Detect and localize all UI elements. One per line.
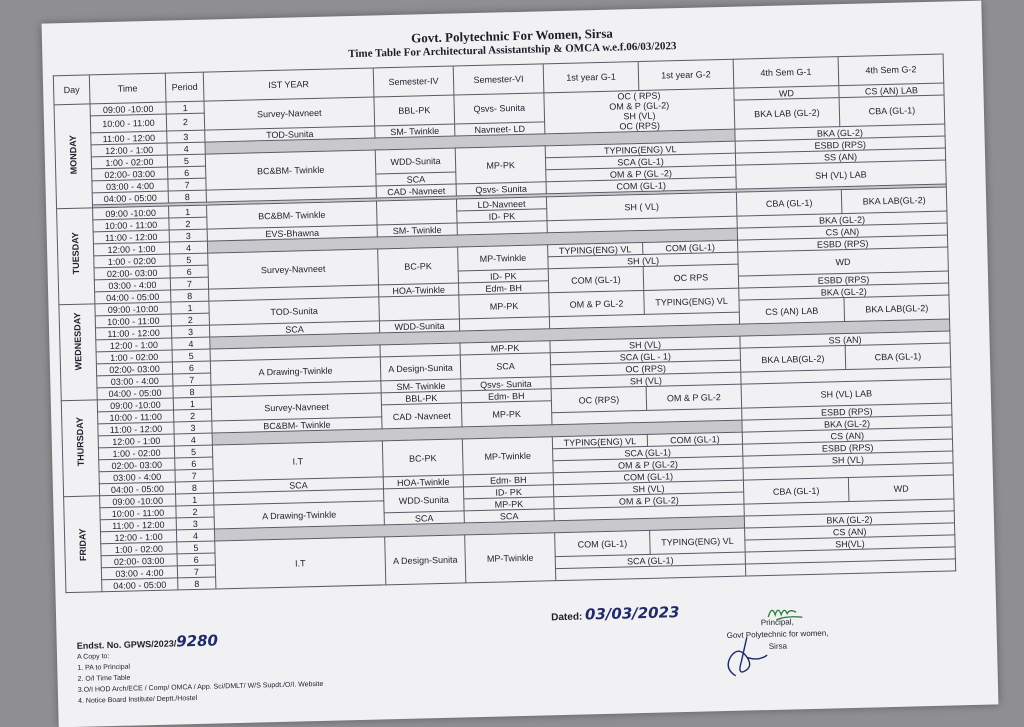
cell: BKA (GL-2) (739, 283, 949, 300)
day-monday: MONDAY (54, 104, 93, 209)
period-number: 2 (166, 113, 204, 131)
period-number: 5 (170, 253, 208, 266)
cell: TYPING(ENG) VL (552, 434, 647, 448)
copy-line: 4. Notice Board Institute/ Deptt./Hostel (78, 694, 198, 705)
cell: OC (RPS) (551, 386, 647, 412)
day-tuesday: TUESDAY (57, 208, 95, 305)
cell: MP-PK (461, 401, 552, 427)
cell: BC&BM- Twinkle (212, 417, 382, 433)
period-number: 6 (175, 457, 213, 470)
header-4th-sem-g2: 4th Sem G-2 (838, 54, 944, 86)
cell: COM (GL-1) (546, 177, 736, 194)
time-slot: 10:00 - 11:00 (95, 314, 171, 328)
cell: BKA LAB(GL-2) (740, 346, 846, 373)
period-number: 8 (173, 385, 211, 398)
cell: COM (GL-1) (647, 432, 742, 446)
time-slot: 02:00- 03:00 (96, 362, 172, 376)
time-slot: 10:00 - 11:00 (90, 114, 166, 133)
period-number: 4 (176, 529, 214, 542)
copy-line: A Copy to: (76, 653, 110, 661)
cell: TOD-Sunita (205, 126, 375, 142)
handwritten-endorsement-number: 9280 (175, 631, 219, 651)
time-slot: 10:00 - 11:00 (98, 410, 174, 424)
time-slot: 02:00- 03:00 (99, 458, 175, 472)
cell: SM- Twinkle (375, 124, 455, 138)
cell: COM (GL-1) (555, 530, 651, 556)
cell: BC-PK (378, 247, 459, 285)
time-slot: 1:00 - 02:00 (96, 350, 172, 364)
time-slot: 12:00 - 1:00 (100, 530, 176, 544)
cell: SH(VL) (745, 535, 955, 552)
cell: CS (AN) LAB (839, 83, 944, 98)
time-slot: 03:00 - 4:00 (94, 278, 170, 292)
time-slot: 11:00 - 12:00 (95, 326, 171, 340)
cell: COM (GL-1) (548, 266, 644, 292)
period-number: 4 (169, 241, 207, 254)
cell: BKA LAB (GL-2) (734, 98, 840, 130)
time-slot: 09:00 -10:00 (95, 302, 171, 316)
period-number: 7 (170, 277, 208, 290)
day-friday: FRIDAY (64, 496, 102, 593)
period-number: 5 (174, 445, 212, 458)
cell: Survey-Navneet (211, 393, 382, 421)
cell: OM & P (GL -2) (546, 165, 736, 182)
time-slot: 04:00 - 05:00 (92, 191, 168, 205)
cell: SH (VL) (551, 372, 741, 389)
period-number: 6 (177, 553, 215, 566)
cell: SH (VL) LAB (736, 160, 947, 189)
time-slot: 12:00 - 1:00 (96, 338, 172, 352)
cell: EVS-Bhawna (207, 225, 377, 241)
time-slot: 11:00 - 12:00 (91, 131, 167, 145)
cell: OM & P (GL-2) (554, 492, 744, 509)
cell: ESBD (RPS) (738, 271, 948, 288)
cell: A Design-Sunita (380, 355, 461, 381)
principal-line: Sirsa (768, 641, 788, 652)
endorsement-number: Endst. No. GPWS/2023/9280 (76, 631, 219, 651)
time-slot: 04:00 - 05:00 (102, 578, 178, 592)
cell: ID- PK (457, 209, 547, 223)
cell: SCA (GL-1) (553, 444, 743, 461)
header-day: Day (53, 75, 90, 105)
period-number: 2 (176, 505, 214, 518)
period-number: 8 (178, 577, 216, 590)
period-number: 5 (172, 349, 210, 362)
cell: ESBD (RPS) (742, 403, 952, 420)
cell: SM- Twinkle (377, 223, 457, 237)
time-slot: 10:00 - 11:00 (100, 506, 176, 520)
period-number: 1 (169, 205, 207, 218)
cell: WD (738, 247, 949, 276)
cell: SH ( VL) (546, 192, 737, 221)
cell: SCA (209, 321, 379, 337)
cell: ESBD (RPS) (738, 235, 948, 252)
cell: LD-Navneet (456, 197, 546, 211)
time-slot: 03:00 - 4:00 (101, 566, 177, 580)
period-number: 6 (172, 361, 210, 374)
cell: HOA-Twinkle (379, 283, 459, 297)
time-slot: 1:00 - 02:00 (101, 542, 177, 556)
cell: Survey-Navneet (204, 97, 375, 130)
header-sem-vi: Semester-VI (453, 64, 544, 95)
cell: SCA (384, 511, 464, 525)
header-period: Period (165, 72, 204, 102)
period-number: 6 (170, 265, 208, 278)
cell: Qsvs- Sunita (454, 93, 545, 124)
document-footer (76, 603, 976, 705)
cell: I.T (212, 441, 383, 481)
copy-line: 2. O/I Time Table (77, 674, 131, 683)
cell: Qsvs- Sunita (456, 182, 546, 196)
cell: SCA (GL-1) (555, 552, 745, 569)
dated-field: Dated: 03/03/2023 (551, 603, 680, 624)
cell: BC&BM- Twinkle (207, 201, 378, 229)
cell (376, 199, 457, 225)
cell: OM & P (GL-2) (553, 456, 743, 473)
cell: ESBD (RPS) (735, 136, 945, 153)
copy-line: 3.O/I HOD Arch/ECE / Comp/ OMCA / App. Sci/DMLT/ W/S Supdt./O/I. Website (77, 680, 324, 694)
cell: OC RPS (643, 264, 739, 290)
cell: CS (AN) (745, 523, 955, 540)
time-slot: 03:00 - 4:00 (92, 179, 168, 193)
cell: WDD-Sunita (379, 319, 459, 333)
cell: Edm- BH (461, 389, 551, 403)
cell: BKA (GL-2) (737, 211, 947, 228)
time-slot: 12:00 - 1:00 (91, 143, 167, 157)
cell: SCA (GL-1) (545, 153, 735, 170)
cell: SH (VL) (743, 451, 953, 468)
time-slot: 11:00 - 12:00 (93, 230, 169, 244)
period-number: 4 (174, 433, 212, 446)
cell: SS (AN) (735, 148, 945, 165)
period-number: 3 (171, 325, 209, 338)
period-number: 1 (171, 301, 209, 314)
period-number: 8 (168, 190, 206, 203)
cell: TYPING(ENG) VL (548, 242, 643, 256)
time-slot: 09:00 -10:00 (97, 398, 173, 412)
time-slot: 1:00 - 02:00 (94, 254, 170, 268)
cell: TYPING(ENG) VL (545, 141, 735, 158)
period-number: 4 (172, 337, 210, 350)
cell: SCA (376, 172, 456, 186)
period-number: 8 (175, 481, 213, 494)
handwritten-date: 03/03/2023 (584, 603, 680, 624)
cell: MP-PK (459, 293, 550, 319)
time-slot: 04:00 - 05:00 (95, 290, 171, 304)
period-number: 3 (169, 229, 207, 242)
cell: Qsvs- Sunita (461, 377, 551, 391)
cell: WD (848, 475, 954, 502)
cell: WDD-Sunita (375, 148, 456, 174)
cell: Navneet- LD (455, 122, 545, 136)
cell: SCA (464, 509, 554, 523)
time-slot: 02:00- 03:00 (92, 167, 168, 181)
cell: OC ( RPS) OM & P (GL-2) SH (VL) OC (RPS) (544, 88, 735, 134)
cell: CS (AN) (737, 223, 947, 240)
period-number: 7 (175, 469, 213, 482)
cell: Edm- BH (463, 473, 553, 487)
time-slot: 12:00 - 1:00 (93, 242, 169, 256)
time-slot: 03:00 - 4:00 (99, 470, 175, 484)
cell: WDD-Sunita (384, 487, 465, 513)
cell: SS (AN) (740, 331, 950, 348)
time-slot: 02:00- 03:00 (94, 266, 170, 280)
cell: SH (VL) (548, 252, 738, 269)
cell: SH (VL) (550, 336, 740, 353)
cell: BBL-PK (374, 95, 455, 126)
day-thursday: THURSDAY (61, 400, 99, 497)
time-slot: 10:00 - 11:00 (93, 218, 169, 232)
time-slot: 1:00 - 02:00 (98, 446, 174, 460)
period-number: 2 (171, 313, 209, 326)
copy-to-list (77, 646, 324, 707)
cell: SCA (460, 353, 551, 379)
cell: ID- PK (458, 269, 548, 283)
cell: BKA LAB(GL-2) (844, 295, 950, 322)
cell: CS (AN) (742, 427, 952, 444)
cell: CAD -Navneet (381, 403, 462, 429)
day-wednesday: WEDNESDAY (59, 304, 97, 401)
cell: MP-Twinkle (462, 437, 553, 475)
cell: A Design-Sunita (385, 535, 466, 585)
period-number: 5 (167, 154, 205, 167)
period-number: 2 (174, 409, 212, 422)
cell: MP-Twinkle (465, 533, 556, 583)
period-number: 6 (168, 166, 206, 179)
time-slot: 04:00 - 05:00 (97, 386, 173, 400)
cell: CS (AN) LAB (739, 298, 845, 325)
timetable-grid (53, 54, 956, 594)
principal-line: Govt Polytechnic for women, (726, 628, 829, 641)
cell: COM (GL-1) (643, 240, 738, 254)
cell: MP-PK (455, 146, 546, 184)
period-number: 1 (166, 101, 204, 114)
copy-line: 1. PA to Principal (77, 663, 131, 672)
cell: CBA (GL-1) (736, 190, 842, 217)
period-number: 5 (177, 541, 215, 554)
time-slot: 09:00 -10:00 (100, 494, 176, 508)
cell: MP-PK (460, 341, 550, 355)
header-1st-year-g1: 1st year G-1 (543, 62, 639, 93)
time-slot: 09:00 -10:00 (90, 102, 166, 116)
cell: OM & P GL-2 (646, 384, 742, 410)
cell: BKA (GL-2) (735, 124, 945, 141)
cell: ID- PK (463, 485, 553, 499)
time-slot: 04:00 - 05:00 (99, 482, 175, 496)
period-number: 3 (174, 421, 212, 434)
cell: OC (RPS) (551, 360, 741, 377)
cell: BC-PK (382, 439, 463, 477)
cell (379, 295, 460, 321)
cell: SCA (GL - 1) (550, 348, 740, 365)
cell: BC&BM- Twinkle (205, 150, 376, 190)
cell: SCA (213, 477, 383, 493)
period-number: 3 (167, 130, 205, 143)
header-time: Time (89, 73, 166, 104)
cell: A Drawing-Twinkle (214, 501, 385, 529)
cell: SH (VL) LAB (741, 379, 952, 408)
cell: Survey-Navneet (208, 249, 379, 289)
institute-title: Govt. Polytechnic For Women, Sirsa (410, 25, 613, 46)
time-slot: 1:00 - 02:00 (91, 155, 167, 169)
cell: BKA LAB(GL-2) (841, 187, 947, 214)
header-4th-sem-g1: 4th Sem G-1 (733, 57, 839, 89)
cell: CBA (GL-1) (839, 95, 945, 127)
cell: BBL-PK (381, 391, 461, 405)
cell: WD (734, 86, 839, 101)
time-slot: 09:00 -10:00 (93, 206, 169, 220)
cell: COM (GL-1) (553, 468, 743, 485)
cell: I.T (215, 537, 386, 589)
time-slot: 11:00 - 12:00 (100, 518, 176, 532)
period-number: 4 (167, 142, 205, 155)
time-slot: 12:00 - 1:00 (98, 434, 174, 448)
cell: BKA (GL-2) (744, 511, 954, 528)
period-number: 1 (176, 493, 214, 506)
header-1st-year-g2: 1st year G-2 (638, 59, 734, 90)
cell: A Drawing-Twinkle (210, 357, 381, 385)
period-number: 8 (171, 289, 209, 302)
period-number: 7 (173, 373, 211, 386)
cell: OM & P GL-2 (549, 290, 645, 316)
cell: SM- Twinkle (381, 379, 461, 393)
handwritten-signature-icon (717, 631, 772, 682)
cell: HOA-Twinkle (383, 475, 463, 489)
header-ist-year: IST YEAR (203, 68, 374, 101)
cell: MP-PK (464, 497, 554, 511)
timetable-document (42, 1, 999, 727)
period-number: 2 (169, 217, 207, 230)
cell: TOD-Sunita (209, 297, 380, 325)
timetable-title: Time Table For Architectural Assistantship & OMCA w.e.f.06/03/2023 (348, 40, 677, 61)
time-slot: 02:00- 03:00 (101, 554, 177, 568)
cell: TYPING(ENG) VL (650, 528, 746, 554)
cell: ESBD (RPS) (743, 439, 953, 456)
period-number: 7 (168, 178, 206, 191)
cell: TYPING(ENG) VL (644, 288, 740, 314)
cell: CBA (GL-1) (743, 478, 849, 505)
cell: CBA (GL-1) (845, 343, 951, 370)
principal-line: Principal, (760, 617, 794, 628)
cell: Edm- BH (459, 281, 549, 295)
time-slot: 11:00 - 12:00 (98, 422, 174, 436)
cell: MP-Twinkle (458, 245, 549, 271)
cell: BKA (GL-2) (742, 415, 952, 432)
cell: SH (VL) (553, 480, 743, 497)
time-slot: 03:00 - 4:00 (97, 374, 173, 388)
period-number: 1 (173, 397, 211, 410)
period-number: 3 (176, 517, 214, 530)
header-sem-iv: Semester-IV (373, 66, 454, 97)
period-number: 7 (177, 565, 215, 578)
cell: CAD -Navneet (376, 184, 456, 198)
